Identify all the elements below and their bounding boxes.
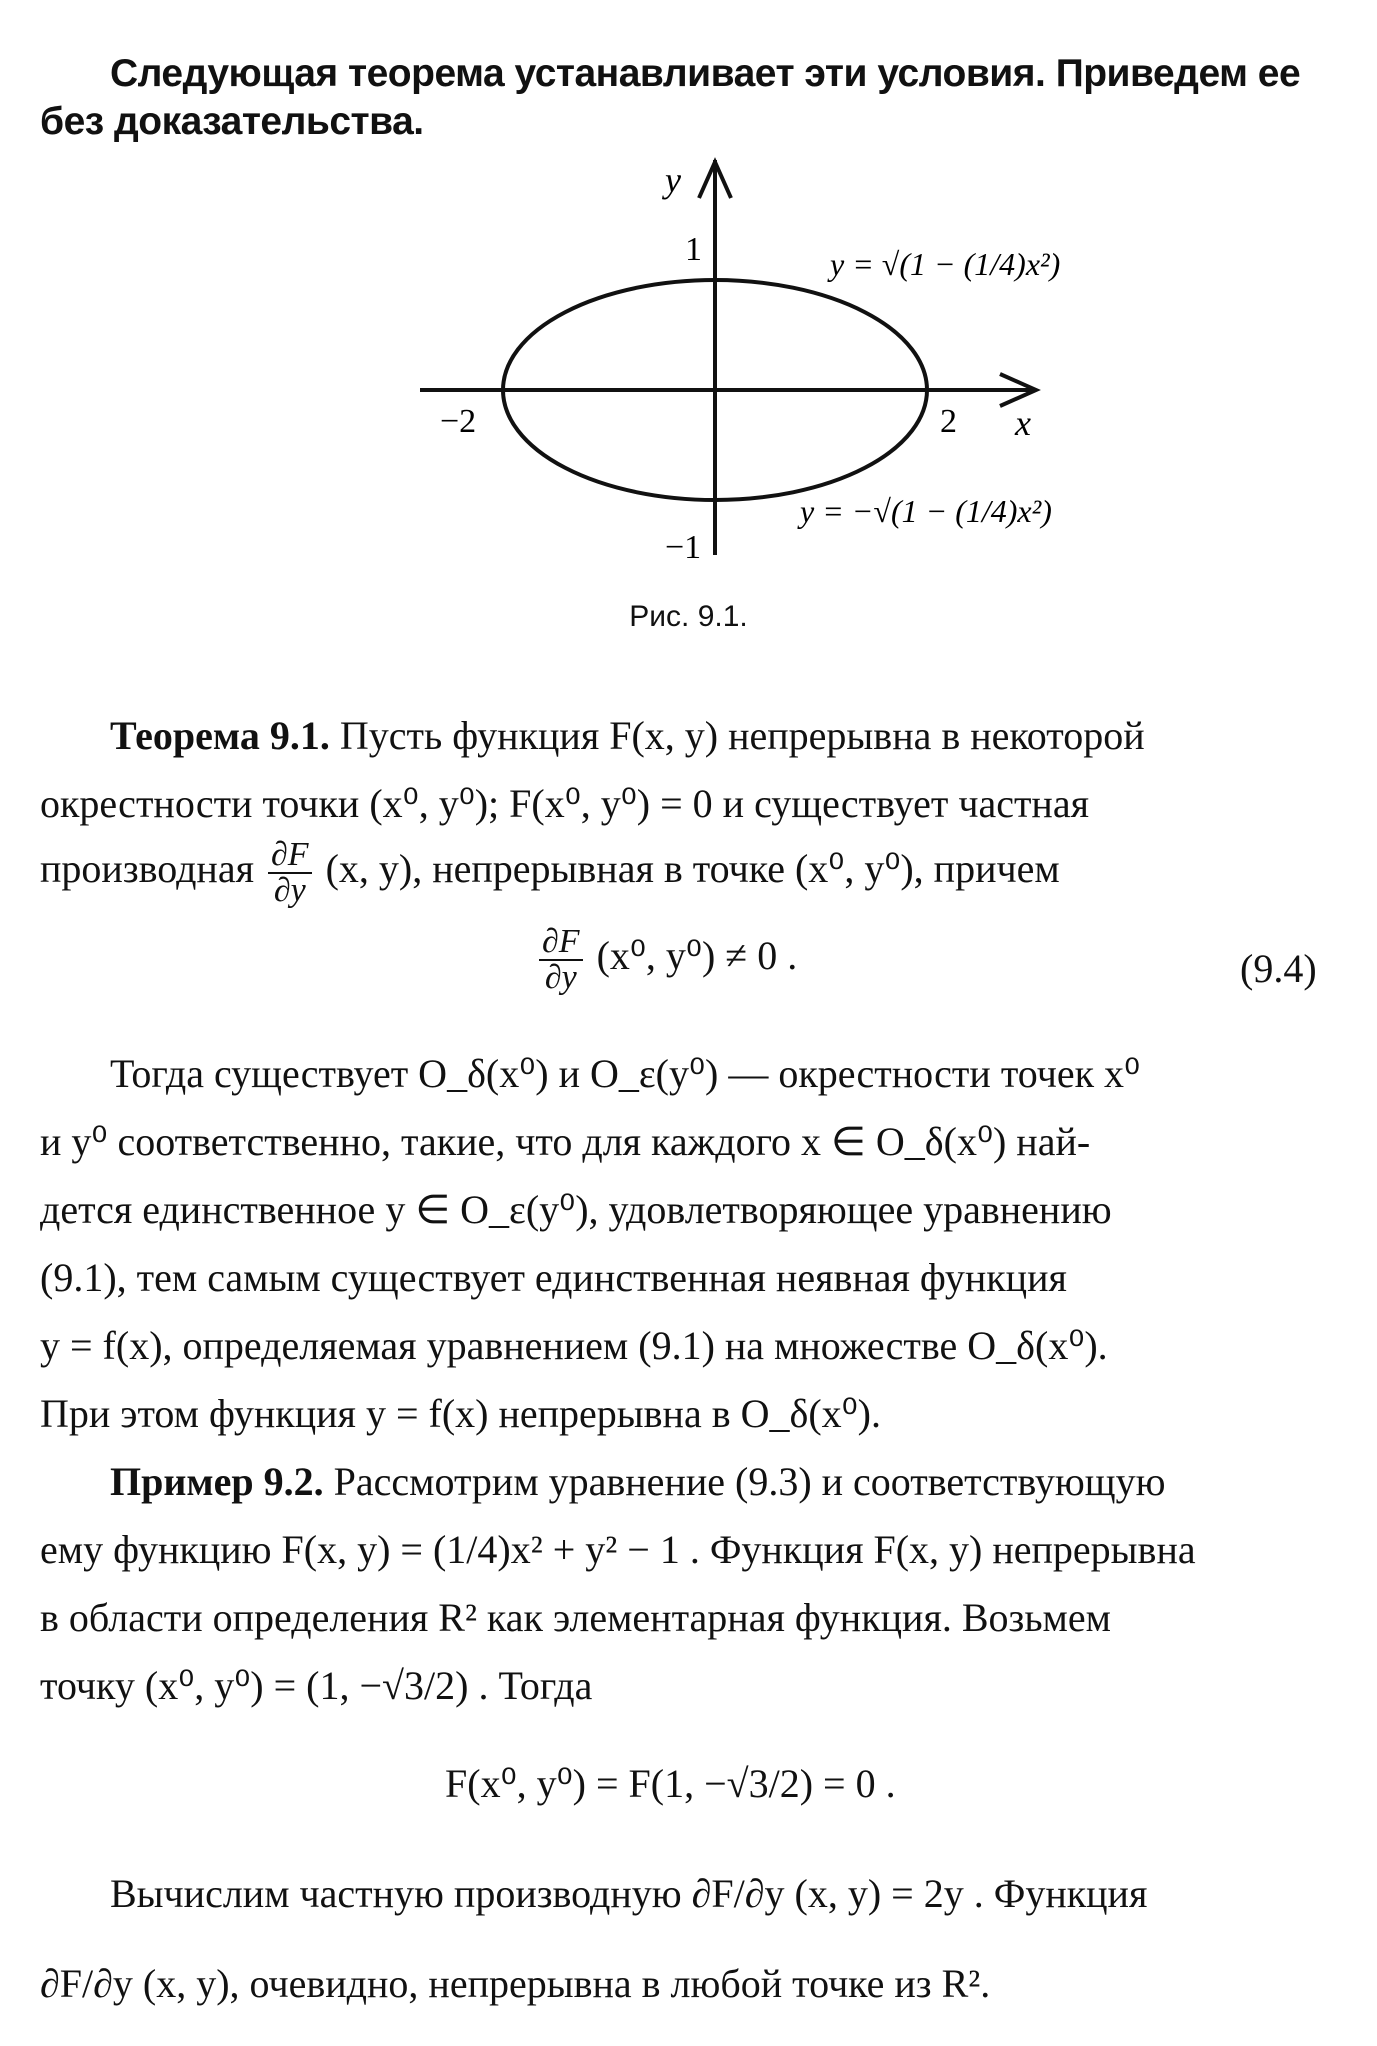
theorem-line-1	[110, 712, 1340, 760]
tick-neg2: −2	[440, 403, 477, 440]
conclusion-line-1: Тогда существует O_δ(x⁰) и O_ε(y⁰) — окрестности точек x⁰	[110, 1051, 1141, 1096]
formula-9-4	[535, 925, 1035, 995]
tick-neg1: −1	[665, 529, 702, 566]
figure-caption: Рис. 9.1.	[629, 600, 748, 633]
theorem-text-3b: (x, y), непрерывная в точке (x⁰, y⁰), причем	[325, 846, 1060, 892]
conclusion-line-5: y = f(x), определяемая уравнением (9.1) на множестве O_δ(x⁰).	[40, 1323, 1108, 1368]
example-title: Пример 9.2.	[110, 1459, 324, 1504]
conclusion-line-3: дется единственное y ∈ O_ε(y⁰), удовлетворяющее уравнению	[40, 1187, 1112, 1232]
theorem-text-3a: производная	[40, 846, 254, 892]
example-line-6: Вычислим частную производную ∂F/∂y (x, y) = 2y . Функция	[110, 1871, 1148, 1916]
theorem-title: Теорема 9.1.	[110, 713, 330, 758]
example-line-7: ∂F/∂y (x, y), очевидно, непрерывна в любой точке из R².	[40, 1961, 991, 2006]
theorem-text-1: Пусть функция F(x, y) непрерывна в некоторой	[339, 713, 1145, 758]
lower-branch-label: y = −√(1 − (1/4)x²)	[800, 493, 1052, 529]
example-line-4: точку (x⁰, y⁰) = (1, −√3/2) . Тогда	[40, 1663, 593, 1708]
theorem-line-3	[40, 838, 1340, 918]
example-text-1: Рассмотрим уравнение (9.3) и соответствующую	[333, 1459, 1166, 1504]
formula-tail: (x⁰, y⁰) ≠ 0 .	[596, 933, 798, 979]
example-line-1	[110, 1458, 1377, 1506]
example-line-3: в области определения R² как элементарная функция. Возьмем	[40, 1595, 1111, 1640]
x-axis-label: x	[1015, 403, 1031, 443]
example-line-2: ему функцию F(x, y) = (1/4)x² + y² − 1 . Функция F(x, y) непрерывна	[40, 1527, 1196, 1572]
y-axis-label: y	[665, 160, 681, 200]
partial-fraction-1: $\frac{\partial F}{\partial y}$	[268, 838, 312, 908]
partial-fraction-2: $\frac{\partial F}{\partial y}$	[539, 925, 583, 995]
example-line-5: F(x⁰, y⁰) = F(1, −√3/2) = 0 .	[445, 1761, 896, 1806]
upper-branch-label: y = √(1 − (1/4)x²)	[830, 246, 1061, 282]
intro-line-1: Следующая теорема устанавливает эти условия. Приведем ее	[110, 52, 1301, 95]
conclusion-line-6: При этом функция y = f(x) непрерывна в O_δ(x⁰).	[40, 1391, 881, 1436]
intro-line-2: без доказательства.	[40, 100, 424, 143]
tick-2: 2	[940, 403, 957, 440]
conclusion-line-4: (9.1), тем самым существует единственная неявная функция	[40, 1255, 1067, 1300]
formula-number: (9.4)	[1240, 946, 1317, 991]
conclusion-line-2: и y⁰ соответственно, такие, что для каждого x ∈ O_δ(x⁰) най-	[40, 1119, 1091, 1164]
theorem-line-2: окрестности точки (x⁰, y⁰); F(x⁰, y⁰) = 0 и существует частная	[40, 781, 1089, 826]
tick-1: 1	[685, 231, 702, 268]
ellipse-figure	[400, 150, 1100, 570]
